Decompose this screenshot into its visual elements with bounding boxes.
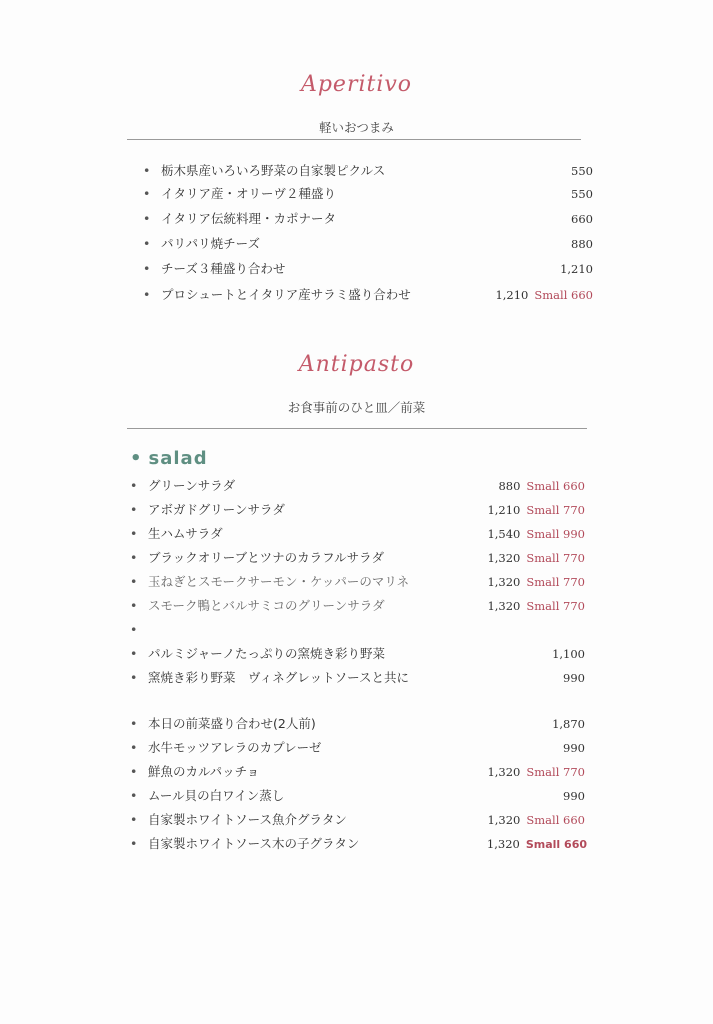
item-name: 鮮魚のカルパッチョ <box>148 764 260 779</box>
antipasto-title: Antipasto <box>298 352 415 377</box>
item-name: 栃木県産いろいろ野菜の自家製ピクルス <box>161 163 386 178</box>
price-value: 1,320 <box>487 813 521 827</box>
item-price: 1,100 <box>552 647 585 661</box>
item-name: 窯焼き彩り野菜 ヴィネグレットソースと共に <box>148 670 410 685</box>
menu-item <box>130 596 385 616</box>
menu-item <box>143 234 260 254</box>
bullet: • <box>130 448 143 469</box>
item-price <box>495 285 593 305</box>
item-price: 1,210 <box>560 262 593 276</box>
item-price: 660 <box>571 212 593 226</box>
item-price <box>487 810 585 830</box>
bullet: • <box>130 740 138 755</box>
small-price: Small 770 <box>526 765 585 779</box>
salad-section-label <box>130 447 208 471</box>
item-name: アボガドグリーンサラダ <box>148 502 285 517</box>
item-name: ムール貝の白ワイン蒸し <box>148 788 285 803</box>
price-value: 1,210 <box>487 503 521 517</box>
item-name: イタリア産・オリーヴ２種盛り <box>161 186 337 201</box>
item-name: 本日の前菜盛り合わせ(2人前) <box>148 716 316 731</box>
bullet: • <box>130 788 138 803</box>
bullet: • <box>130 574 138 589</box>
item-price <box>487 762 585 782</box>
small-price: Small 770 <box>526 599 585 613</box>
bullet: • <box>143 261 151 276</box>
item-price <box>498 476 585 496</box>
price-value: 1,320 <box>487 765 521 779</box>
menu-item <box>143 285 411 305</box>
price-value: 1,210 <box>495 288 529 302</box>
bullet: • <box>130 502 138 517</box>
bullet: • <box>143 186 151 201</box>
bullet: • <box>130 716 138 731</box>
menu-item <box>143 209 336 229</box>
menu-item <box>130 524 223 544</box>
menu-item <box>130 714 316 734</box>
item-price: 550 <box>571 187 593 201</box>
price-value: 1,320 <box>486 837 520 851</box>
item-name: パルミジャーノたっぷりの窯焼き彩り野菜 <box>148 646 386 661</box>
bullet: • <box>130 670 138 685</box>
price-value: 1,320 <box>487 599 521 613</box>
menu-item <box>130 738 321 758</box>
bullet: • <box>130 550 138 565</box>
bullet: • <box>130 836 138 851</box>
small-price: Small 990 <box>526 527 585 541</box>
bullet: • <box>143 163 151 178</box>
bullet: • <box>130 526 138 541</box>
bullet: • <box>143 211 151 226</box>
item-name: 自家製ホワイトソース木の子グラタン <box>148 836 360 851</box>
salad-label-text: salad <box>148 448 208 469</box>
menu-item <box>130 644 385 664</box>
divider <box>127 139 581 140</box>
item-name: 自家製ホワイトソース魚介グラタン <box>148 812 347 827</box>
item-price: 550 <box>571 164 593 178</box>
small-price: Small 660 <box>525 838 587 851</box>
bullet: • <box>130 478 138 493</box>
antipasto-subtitle: お食事前のひと皿／前菜 <box>287 400 426 415</box>
menu-item <box>130 786 284 806</box>
bullet: • <box>143 236 151 251</box>
menu-item <box>143 259 285 279</box>
price-value: 1,320 <box>487 551 521 565</box>
menu-item <box>143 184 336 204</box>
menu-item-empty <box>130 620 148 640</box>
item-name: 生ハムサラダ <box>148 526 223 541</box>
item-name: プロシュートとイタリア産サラミ盛り合わせ <box>161 287 411 302</box>
item-price: 990 <box>563 789 585 803</box>
price-value: 880 <box>498 479 521 493</box>
item-name: スモーク鴨とバルサミコのグリーンサラダ <box>148 598 385 613</box>
item-name: グリーンサラダ <box>148 478 236 493</box>
item-price: 990 <box>563 741 585 755</box>
small-price: Small 770 <box>526 503 585 517</box>
menu-item <box>130 572 409 592</box>
item-price <box>487 596 585 616</box>
small-price: Small 770 <box>526 551 585 565</box>
menu-item <box>130 834 359 854</box>
item-name: チーズ３種盛り合わせ <box>161 261 286 276</box>
item-price <box>487 524 585 544</box>
aperitivo-subtitle: 軽いおつまみ <box>319 120 394 135</box>
item-name: パリパリ焼チーズ <box>161 236 261 251</box>
menu-item <box>130 476 235 496</box>
item-price <box>487 834 587 854</box>
price-value: 1,320 <box>487 575 521 589</box>
item-price <box>487 548 585 568</box>
item-price: 1,870 <box>552 717 585 731</box>
bullet: • <box>130 812 138 827</box>
item-price <box>487 500 585 520</box>
small-price: Small 660 <box>526 479 585 493</box>
item-price: 880 <box>571 237 593 251</box>
bullet: • <box>130 622 138 637</box>
menu-item <box>130 548 384 568</box>
small-price: Small 770 <box>526 575 585 589</box>
menu-item <box>130 668 409 688</box>
small-price: Small 660 <box>534 288 593 302</box>
menu-item <box>130 810 347 830</box>
menu-item <box>130 500 285 520</box>
bullet: • <box>130 646 138 661</box>
menu-item <box>130 762 259 782</box>
price-value: 1,540 <box>487 527 521 541</box>
item-name: 玉ねぎとスモークサーモン・ケッパーのマリネ <box>148 574 410 589</box>
aperitivo-title: Aperitivo <box>300 72 413 97</box>
item-name: 水牛モッツアレラのカプレーゼ <box>148 740 322 755</box>
bullet: • <box>130 764 138 779</box>
small-price: Small 660 <box>526 813 585 827</box>
bullet: • <box>143 287 151 302</box>
item-name: イタリア伝統料理・カポナータ <box>161 211 337 226</box>
divider <box>127 428 587 429</box>
menu-item <box>143 161 385 181</box>
item-price: 990 <box>563 671 585 685</box>
item-price <box>487 572 585 592</box>
item-name: ブラックオリーブとツナのカラフルサラダ <box>148 550 385 565</box>
bullet: • <box>130 598 138 613</box>
